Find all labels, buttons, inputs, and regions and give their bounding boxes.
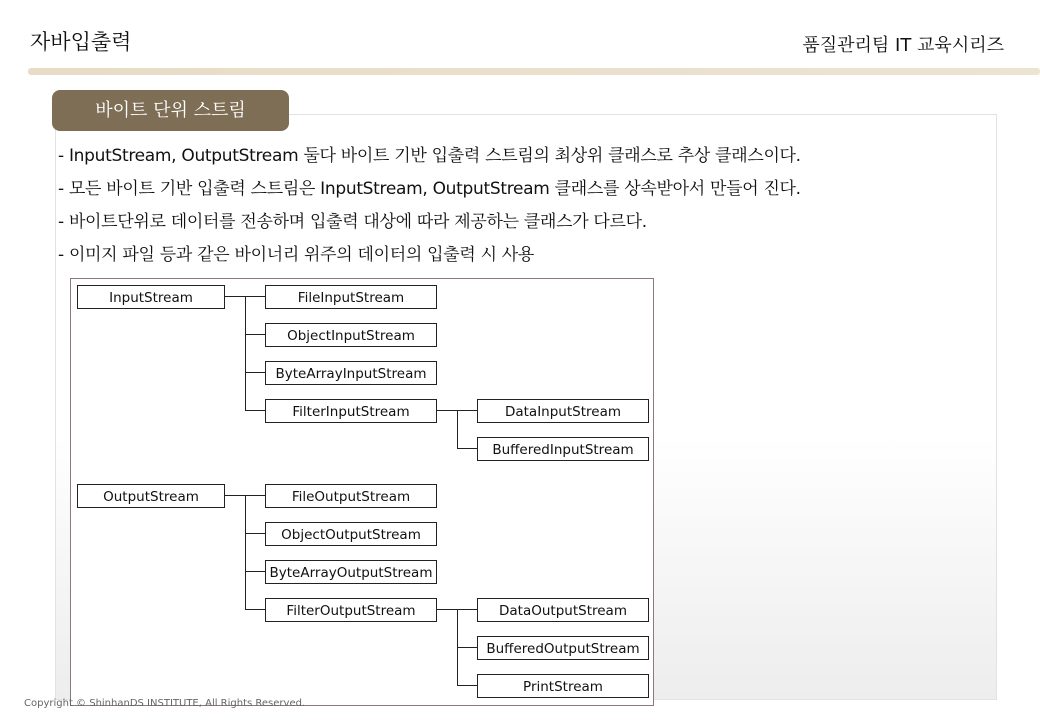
connector-line: [457, 685, 477, 686]
section-tab: 바이트 단위 스트림: [52, 90, 289, 131]
bullet-item: - InputStream, OutputStream 둘다 바이트 기반 입출력 스트림의 최상위 클래스로 추상 클래스이다.: [58, 146, 801, 166]
connector-line: [245, 410, 265, 411]
page-title: 자바입출력: [30, 30, 132, 54]
connector-line: [245, 495, 265, 496]
connector-line: [245, 296, 265, 297]
connector-line: [457, 410, 477, 411]
connector-line: [225, 495, 245, 496]
node-output-filter-child: BufferedOutputStream: [477, 636, 649, 660]
connector-line: [245, 533, 265, 534]
connector-line: [457, 647, 477, 648]
connector-line: [457, 609, 477, 610]
node-input-child: ByteArrayInputStream: [265, 361, 437, 385]
node-output-child: ObjectOutputStream: [265, 522, 437, 546]
connector-line: [457, 410, 458, 448]
connector-line: [245, 495, 246, 609]
bullet-list: [58, 140, 801, 272]
connector-line: [245, 296, 246, 410]
node-output-filter-child: PrintStream: [477, 674, 649, 698]
node-output-filter-child: DataOutputStream: [477, 598, 649, 622]
node-input-child: FileInputStream: [265, 285, 437, 309]
node-input-child: ObjectInputStream: [265, 323, 437, 347]
copyright-text: Copyright © ShinhanDS INSTITUTE, All Rights Reserved.: [24, 698, 306, 709]
node-input-filter: FilterInputStream: [265, 399, 437, 423]
bullet-item: - 바이트단위로 데이터를 전송하며 입출력 대상에 따라 제공하는 클래스가 다르다.: [58, 212, 647, 232]
node-output-child: ByteArrayOutputStream: [265, 560, 437, 584]
header-divider: [28, 68, 1040, 75]
connector-line: [225, 296, 245, 297]
node-input-filter-child: BufferedInputStream: [477, 437, 649, 461]
connector-line: [245, 334, 265, 335]
connector-line: [457, 448, 477, 449]
connector-line: [245, 571, 265, 572]
node-input-root: InputStream: [77, 285, 225, 309]
connector-line: [245, 609, 265, 610]
node-output-child: FileOutputStream: [265, 484, 437, 508]
node-output-root: OutputStream: [77, 484, 225, 508]
connector-line: [437, 410, 457, 411]
connector-line: [437, 609, 457, 610]
bullet-item: - 이미지 파일 등과 같은 바이너리 위주의 데이터의 입출력 시 사용: [58, 245, 535, 265]
connector-line: [245, 372, 265, 373]
class-hierarchy-diagram: [70, 278, 654, 706]
bullet-item: - 모든 바이트 기반 입출력 스트림은 InputStream, OutputStream 클래스를 상속받아서 만들어 진다.: [58, 179, 801, 199]
node-input-filter-child: DataInputStream: [477, 399, 649, 423]
node-output-filter: FilterOutputStream: [265, 598, 437, 622]
series-title: 품질관리팀 IT 교육시리즈: [802, 35, 1004, 56]
